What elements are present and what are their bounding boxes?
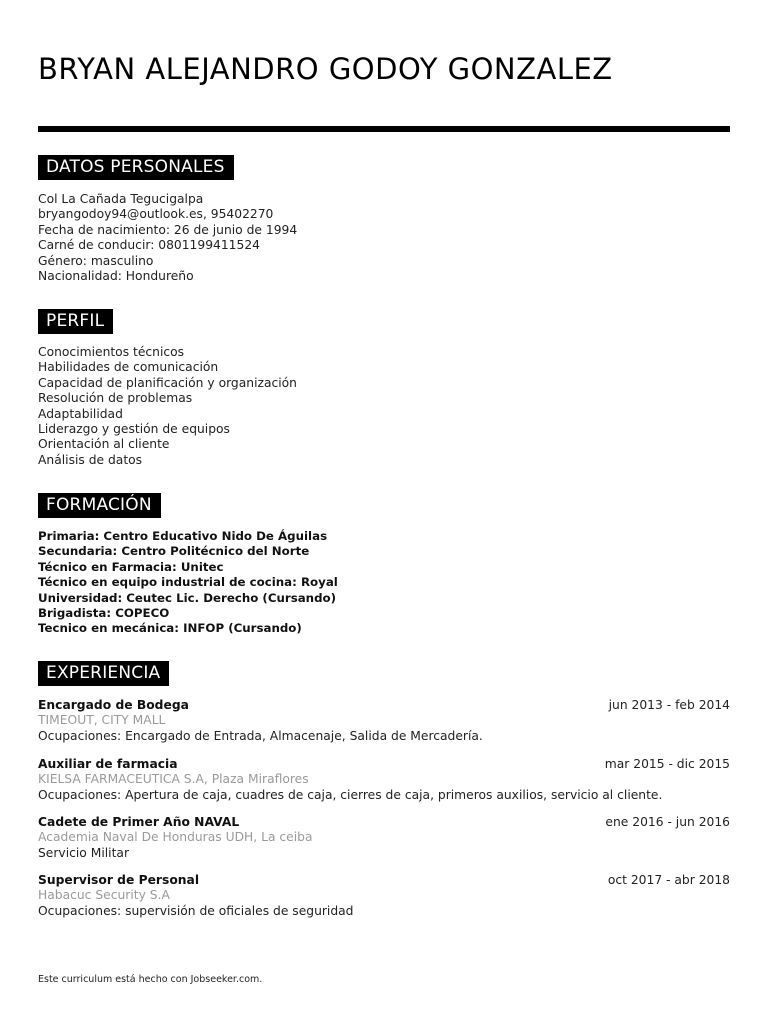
- education-list: [38, 529, 338, 637]
- list-item: Orientación al cliente: [38, 437, 170, 452]
- list-item: Primaria: Centro Educativo Nido De Águilas: [38, 529, 328, 543]
- address-text: Col La Cañada Tegucigalpa: [38, 192, 204, 206]
- list-item: Liderazgo y gestión de equipos: [38, 422, 230, 437]
- job-dates: ene 2016 - jun 2016: [605, 815, 730, 829]
- list-item: Técnico en Farmacia: Unitec: [38, 559, 224, 574]
- section-title-experience: EXPERIENCIA: [38, 661, 169, 686]
- job-company: Habacuc Security S.A: [38, 888, 170, 903]
- list-item: Tecnico en mecánica: INFOP (Cursando): [38, 621, 302, 636]
- job-title: Supervisor de Personal: [38, 873, 200, 887]
- personal-info: [38, 192, 297, 284]
- profile-skills: [38, 345, 297, 468]
- job-entry: [38, 698, 730, 744]
- list-item: Secundaria: Centro Politécnico del Norte: [38, 544, 310, 559]
- job-company: TIMEOUT, CITY MALL: [38, 713, 166, 728]
- gender-text: Género: masculino: [38, 253, 154, 268]
- footer-note: Este curriculum está hecho con Jobseeker.com.: [38, 974, 263, 985]
- nationality-text: Nacionalidad: Hondureño: [38, 269, 194, 284]
- list-item: Análisis de datos: [38, 452, 143, 467]
- job-description: Servicio Militar: [38, 845, 130, 860]
- job-company: Academia Naval De Honduras UDH, La ceiba: [38, 830, 313, 845]
- job-entry: [38, 757, 730, 803]
- job-title: Encargado de Bodega: [38, 698, 189, 712]
- section-title-profile: PERFIL: [38, 309, 113, 334]
- job-description: Ocupaciones: Encargado de Entrada, Almacenaje, Salida de Mercadería.: [38, 728, 483, 743]
- job-title: Auxiliar de farmacia: [38, 757, 178, 771]
- list-item: Universidad: Ceutec Lic. Derecho (Cursando): [38, 590, 337, 605]
- job-entry: [38, 815, 730, 861]
- job-description: Ocupaciones: supervisión de oficiales de seguridad: [38, 903, 354, 918]
- candidate-name: BRYAN ALEJANDRO GODOY GONZALEZ: [38, 52, 613, 86]
- job-dates: jun 2013 - feb 2014: [608, 698, 730, 712]
- birthdate-text: Fecha de nacimiento: 26 de junio de 1994: [38, 222, 298, 237]
- job-dates: oct 2017 - abr 2018: [607, 873, 730, 887]
- list-item: Técnico en equipo industrial de cocina: Royal: [38, 575, 338, 590]
- job-company: KIELSA FARMACEUTICA S.A, Plaza Miraflores: [38, 772, 309, 787]
- list-item: Conocimientos técnicos: [38, 345, 185, 359]
- job-description: Ocupaciones: Apertura de caja, cuadres de caja, cierres de caja, primeros auxilios, servicio al cliente.: [38, 787, 663, 802]
- resume-page: [38, 0, 730, 1024]
- section-title-education: FORMACIÓN: [38, 493, 161, 518]
- header-divider: [38, 126, 730, 132]
- job-dates: mar 2015 - dic 2015: [604, 757, 730, 771]
- section-title-personal: DATOS PERSONALES: [38, 155, 234, 180]
- list-item: Resolución de problemas: [38, 391, 193, 406]
- contact-text: bryangodoy94@outlook.es, 95402270: [38, 207, 274, 222]
- list-item: Habilidades de comunicación: [38, 360, 219, 375]
- job-entry: [38, 873, 730, 919]
- job-title: Cadete de Primer Año NAVAL: [38, 815, 240, 829]
- list-item: Capacidad de planificación y organización: [38, 375, 297, 390]
- list-item: Adaptabilidad: [38, 406, 123, 421]
- license-text: Carné de conducir: 0801199411524: [38, 238, 260, 253]
- list-item: Brigadista: COPECO: [38, 606, 170, 621]
